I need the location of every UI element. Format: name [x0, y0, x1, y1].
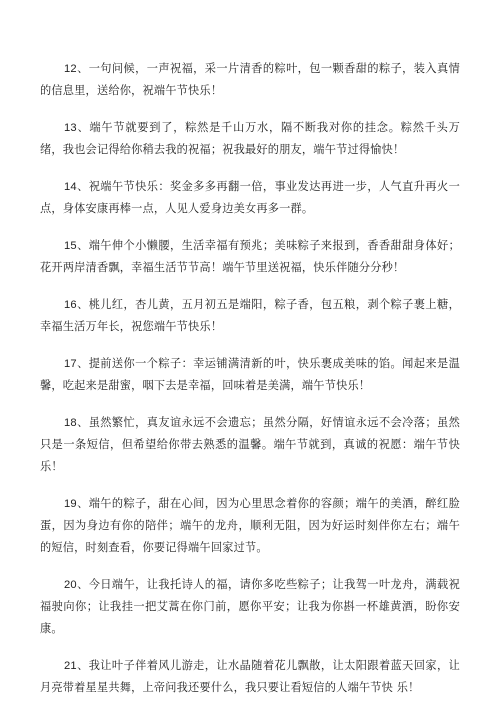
- item-text: 、祝端午节快乐：奖金多多再翻一倍，事业发达再进一步，人气直升再火一点，身体安康再棒一点，人见人爱身边美女再多一群。: [40, 180, 460, 215]
- item-text: 、一句问候，一声祝福，采一片清香的粽叶，包一颗香甜的粽子，装入真情的信息里，送给你，祝端午节快乐！: [40, 62, 460, 97]
- blessing-item-19: [40, 493, 460, 559]
- blessing-item-12: [40, 58, 460, 102]
- item-text: 、端午伸个小懒腰，生活幸福有预兆；美味粽子来报到，香香甜甜身体好；花开两岸清香飘，幸福生活节节高！端午节里送祝福，快乐伴随分分秒！: [40, 239, 460, 274]
- item-text: 、端午节就要到了，粽然是千山万水，隔不断我对你的挂念。粽然千头万绪，我也会记得给你稍去我的祝福；祝我最好的朋友，端午节过得愉快！: [40, 121, 460, 156]
- item-number: 20: [64, 579, 77, 591]
- blessing-item-21: [40, 655, 460, 699]
- blessing-list: [40, 58, 460, 714]
- item-text: 、虽然繁忙，真友谊永远不会遗忘；虽然分隔，好情谊永远不会冷落；虽然只是一条短信，但希望给你带去熟悉的温馨。端午节就到，真诚的祝愿：端午节快乐！: [40, 416, 460, 473]
- item-text: 、我让叶子伴着风儿游走，让水晶随着花儿飘散，让太阳跟着蓝天回家，让月亮带着星星共舞，上帝问我还要什么，我只要让看短信的人端午节快 乐！: [40, 659, 460, 694]
- blessing-item-16: [40, 294, 460, 338]
- item-number: 19: [64, 498, 77, 510]
- item-number: 16: [64, 299, 77, 311]
- blessing-item-18: [40, 412, 460, 478]
- item-text: 、端午的粽子，甜在心间，因为心里思念着你的容颜；端午的美酒，醉红脸蛋，因为身边有你的陪伴；端午的龙舟，顺利无阻，因为好运时刻伴你左右；端午的短信，时刻查看，你要记得端午回家过节。: [40, 497, 460, 554]
- blessing-item-15: [40, 235, 460, 279]
- item-text: 、提前送你一个粽子：幸运铺满清新的叶，快乐裹成美味的馅。闻起来是温馨，吃起来是甜蜜，咽下去是幸福，回味着是美满，端午节快乐！: [40, 357, 460, 392]
- blessing-item-17: [40, 353, 460, 397]
- blessing-item-14: [40, 176, 460, 220]
- item-number: 18: [64, 417, 77, 429]
- item-number: 14: [64, 181, 77, 193]
- item-text: 、桃儿红，杏儿黄，五月初五是端阳，粽子香，包五粮，剥个粽子裹上糖，幸福生活万年长，祝您端午节快乐！: [40, 298, 460, 333]
- item-number: 21: [64, 660, 77, 672]
- item-text: 、今日端午，让我托诗人的福，请你多吃些粽子；让我驾一叶龙舟，满载祝福驶向你；让我挂一把艾蒿在你门前，愿你平安；让我为你斟一杯雄黄酒，盼你安康。: [40, 578, 460, 635]
- item-number: 13: [64, 122, 77, 134]
- blessing-item-13: [40, 117, 460, 161]
- item-number: 15: [64, 240, 77, 252]
- blessing-item-20: [40, 574, 460, 640]
- item-number: 12: [64, 63, 77, 75]
- item-number: 17: [64, 358, 77, 370]
